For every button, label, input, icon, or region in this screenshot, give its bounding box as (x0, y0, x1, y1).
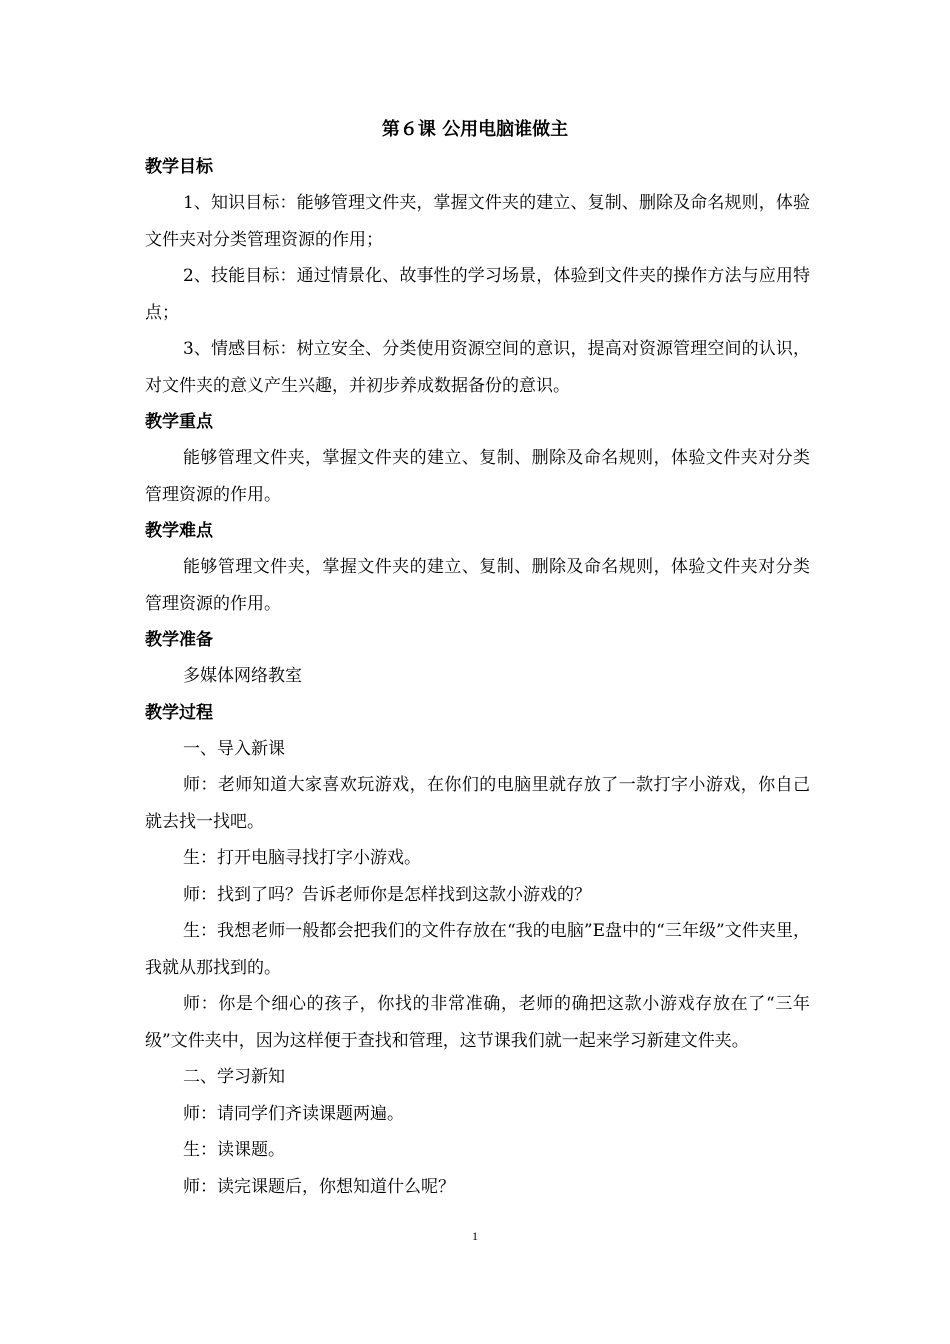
paragraph: 师：找到了吗？告诉老师你是怎样找到这款小游戏的？ (183, 884, 591, 905)
page-number: 1 (472, 1229, 478, 1243)
section-heading-prep: 教学准备 (145, 630, 213, 650)
lesson-title: 第６课 公用电脑谁做主 (381, 119, 569, 140)
paragraph: 多媒体网络教室 (183, 666, 302, 686)
paragraph: 师：你是个细心的孩子，你找的非常准确，老师的确把这款小游戏存放在了“三年级”文件夹中，因为这样便于查找和管理，这节课我们就一起来学习新建文件夹。 (145, 994, 810, 1051)
paragraph: 能够管理文件夹，掌握文件夹的建立、复制、删除及命名规则，体验文件夹对分类管理资源的作用。 (145, 448, 810, 505)
section-heading-difficult: 教学难点 (145, 521, 213, 541)
section-heading-key: 教学重点 (145, 412, 213, 432)
paragraph: 2、技能目标：通过情景化、故事性的学习场景，体验到文件夹的操作方法与应用特点； (145, 266, 810, 323)
paragraph: 生：读课题。 (183, 1140, 285, 1160)
paragraph: 生：打开电脑寻找打字小游戏。 (183, 848, 421, 868)
paragraph: 1、知识目标：能够管理文件夹，掌握文件夹的建立、复制、删除及命名规则，体验文件夹对分类管理资源的作用； (145, 193, 810, 250)
paragraph: 二、学习新知 (183, 1067, 285, 1087)
paragraph: 师：读完课题后，你想知道什么呢？ (183, 1176, 455, 1197)
section-heading-goals: 教学目标 (145, 157, 213, 177)
paragraph: 能够管理文件夹，掌握文件夹的建立、复制、删除及命名规则，体验文件夹对分类管理资源的作用。 (145, 557, 810, 614)
paragraph: 一、导入新课 (183, 738, 285, 759)
document-body (145, 149, 810, 1205)
paragraph: 师：请同学们齐读课题两遍。 (183, 1103, 404, 1124)
paragraph: 师：老师知道大家喜欢玩游戏，在你们的电脑里就存放了一款打字小游戏，你自己就去找一找吧。 (145, 775, 810, 832)
paragraph: 生：我想老师一般都会把我们的文件存放在“我的电脑”E盘中的“三年级”文件夹里，我就从那找到的。 (145, 921, 810, 978)
paragraph: 3、情感目标：树立安全、分类使用资源空间的意识，提高对资源管理空间的认识，对文件夹的意义产生兴趣，并初步养成数据备份的意识。 (145, 339, 810, 396)
section-heading-process: 教学过程 (145, 702, 213, 723)
